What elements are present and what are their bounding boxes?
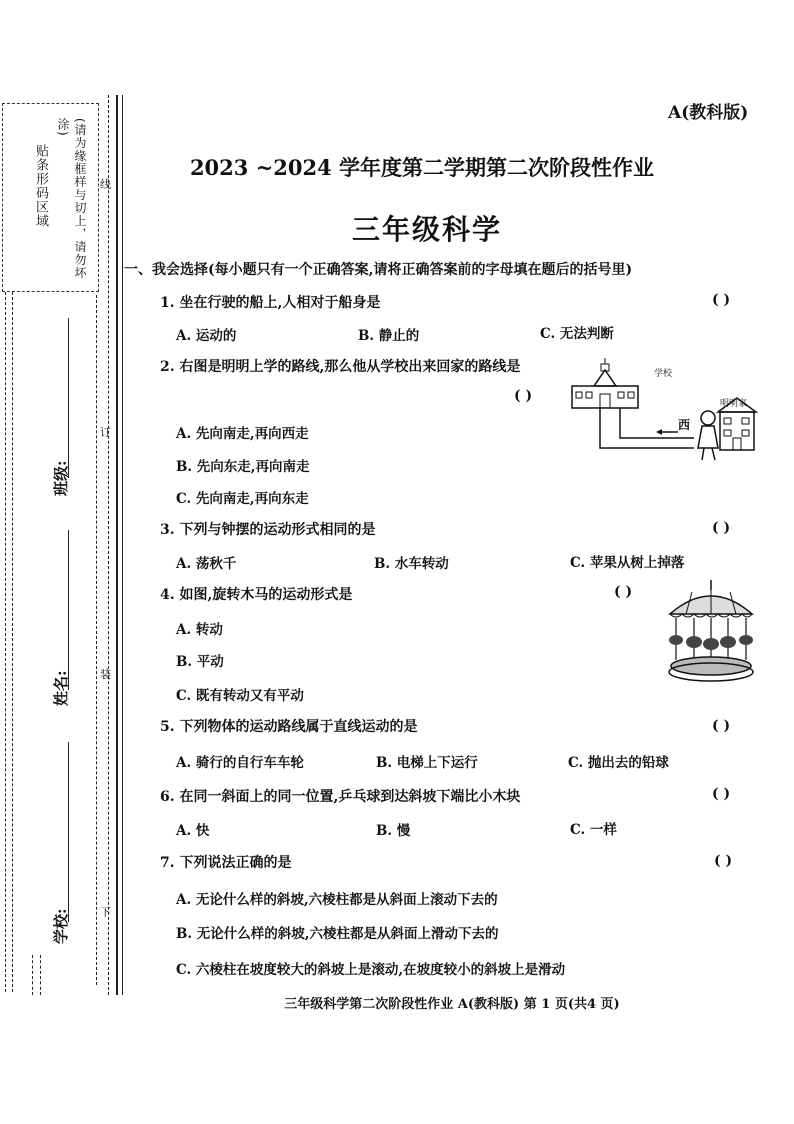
question-stem: 1. 坐在行驶的船上,人相对于船身是: [160, 295, 381, 311]
question-stem: 2. 右图是明明上学的路线,那么他从学校出来回家的路线是: [160, 359, 521, 375]
option: A. 运动的: [176, 328, 237, 344]
option: B. 先向东走,再向南走: [176, 459, 310, 475]
margin-dash-line: [5, 292, 6, 992]
page-footer: 三年级科学第二次阶段性作业 A(教科版) 第 1 页(共4 页): [284, 997, 620, 1012]
carousel-figure: [662, 578, 760, 684]
cut-ding-label: 订: [100, 426, 111, 439]
cut-line-label: 线: [100, 178, 111, 191]
option: B. 慢: [376, 823, 411, 839]
class-label: 班级:: [52, 460, 70, 496]
question-stem: 5. 下列物体的运动路线属于直线运动的是: [160, 719, 418, 735]
option: B. 电梯上下运行: [376, 755, 478, 771]
answer-blank[interactable]: ( ): [514, 388, 533, 404]
school-field[interactable]: [68, 742, 69, 922]
option: A. 转动: [176, 622, 223, 638]
option: A. 快: [176, 823, 210, 839]
carousel-svg: [662, 578, 760, 684]
option: C. 无法判断: [540, 326, 614, 342]
route-map-figure: [568, 356, 760, 466]
name-field[interactable]: [68, 530, 69, 690]
home-label: 明明家: [720, 399, 748, 409]
edition-label: A(教科版): [668, 103, 749, 123]
option: C. 先向南走,再向东走: [176, 491, 309, 507]
direction-label: 西: [678, 418, 691, 432]
name-label: 姓名:: [52, 670, 70, 706]
question-stem: 3. 下列与钟摆的运动形式相同的是: [160, 522, 376, 538]
answer-blank[interactable]: ( ): [712, 292, 731, 308]
option: A. 无论什么样的斜坡,六棱柱都是从斜面上滚动下去的: [176, 892, 498, 908]
margin-dash-line: [40, 955, 41, 995]
school-label: 学校:: [52, 908, 70, 944]
school-label: 学校: [654, 369, 673, 379]
margin-dash-line: [12, 292, 13, 992]
class-field[interactable]: [68, 318, 69, 478]
option: B. 无论什么样的斜坡,六棱柱都是从斜面上滑动下去的: [176, 926, 499, 942]
option: B. 平动: [176, 654, 224, 670]
question-stem: 4. 如图,旋转木马的运动形式是: [160, 587, 353, 603]
answer-blank[interactable]: ( ): [712, 718, 731, 734]
option: A. 骑行的自行车车轮: [176, 755, 304, 771]
question-stem: 6. 在同一斜面上的同一位置,乒乓球到达斜坡下端比小木块: [160, 789, 521, 805]
answer-blank[interactable]: ( ): [614, 584, 633, 600]
page-title: 2023 ~2024 学年度第二学期第二次阶段性作业: [189, 155, 655, 180]
option: B. 静止的: [358, 328, 420, 344]
option: C. 苹果从树上掉落: [570, 555, 685, 571]
barcode-label: 贴条形码区域: [33, 144, 48, 228]
cut-down-label: 下: [100, 906, 111, 919]
answer-blank[interactable]: ( ): [712, 520, 731, 536]
option: C. 一样: [570, 822, 617, 838]
section-heading: 一、我会选择(每小题只有一个正确答案,请将正确答案前的字母填在题后的括号里): [124, 262, 633, 278]
option: A. 先向南走,再向西走: [176, 426, 309, 442]
cut-dash-line: [96, 295, 97, 985]
option: A. 荡秋千: [176, 556, 237, 572]
answer-blank[interactable]: ( ): [712, 786, 731, 802]
answer-blank[interactable]: ( ): [714, 853, 733, 869]
option: C. 抛出去的铅球: [568, 755, 669, 771]
option: B. 水车转动: [374, 556, 449, 572]
margin-dash-line: [32, 955, 33, 995]
question-stem: 7. 下列说法正确的是: [160, 855, 292, 871]
barcode-note: (请为缘框样与切上，请勿坏涂): [56, 118, 87, 280]
option: C. 六棱柱在坡度较大的斜坡上是滚动,在坡度较小的斜坡上是滑动: [176, 962, 566, 978]
subject-title: 三年级科学: [351, 213, 502, 246]
barcode-area: [2, 103, 99, 292]
cut-zhuang-label: 装: [100, 668, 111, 681]
option: C. 既有转动又有平动: [176, 688, 304, 704]
